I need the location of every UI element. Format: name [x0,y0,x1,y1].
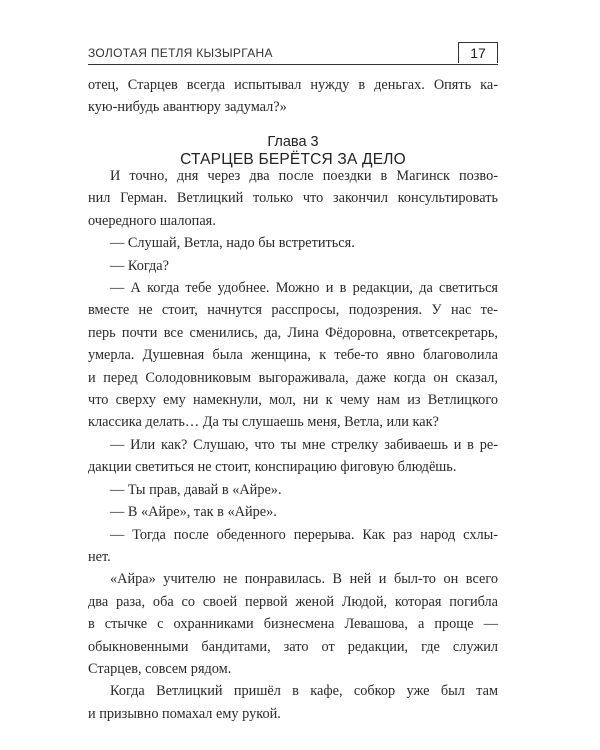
text-line: «Айра» учителю не понравилась. В ней и был-то он всего [110,571,498,588]
text-line: очередного шалопая. [88,212,216,229]
text-line: в стычке с охранниками бизнесмена Левашова, а проще — [88,616,498,633]
text-line: обыкновенными бандитами, зато от редакции, где служил [88,638,498,655]
text-line: нил Герман. Ветлицкий только что закончил консультировать [88,190,498,207]
text-line: кую-нибудь авантюру задумал?» [88,99,287,116]
text-line: — Тогда после обеденного перерыва. Как раз народ схлы- [110,526,498,543]
chapter-title: СТАРЦЕВ БЕРЁТСЯ ЗА ДЕЛО [180,151,406,168]
page-number: 17 [458,42,498,63]
text-line: отец, Старцев всегда испытывал нужду в деньгах. Опять ка- [88,77,498,93]
text-line: — Когда? [110,257,169,274]
text-line: нет. [88,548,111,565]
running-title: ЗОЛОТАЯ ПЕТЛЯ КЫЗЫРГАНА [88,46,273,60]
text-line: — Или как? Слушаю, что ты мне стрелку забиваешь и в ре- [110,436,498,453]
text-line: классика делать… Да ты слушаешь меня, Ветла, или как? [88,414,439,431]
text-line: что сверху ему намекнули, мол, ни к чему нам из Ветлицкого [88,392,498,409]
running-head [88,42,498,65]
lead-paragraph [88,74,498,119]
text-line: — Ты прав, давай в «Айре». [110,481,282,498]
text-line: И точно, дня через два после поездки в Магинск позво- [110,168,498,184]
text-line: — В «Айре», так в «Айре». [110,504,277,521]
chapter-body [88,165,498,725]
text-line: перь почти все сменились, да, Лина Фёдоровна, ответсекретарь, [88,324,498,341]
text-line: и призывно помахал ему рукой. [88,705,281,722]
text-line: умерла. Душевная была женщина, к тебе-то явно благоволила [88,347,498,364]
text-line: вместе не стоит, начнутся расспросы, подозрения. У нас те- [88,302,498,319]
chapter-label: Глава 3 [267,134,319,150]
text-line: — А когда тебе удобнее. Можно и в редакции, да светиться [110,280,498,297]
text-line: дакции светиться не стоит, конспирацию фиговую блюдёшь. [88,459,457,476]
text-line: — Слушай, Ветла, надо бы встретиться. [110,235,355,252]
text-line: два раза, оба со своей первой женой Людой, которая погибла [88,593,498,610]
text-line: Когда Ветлицкий пришёл в кафе, собкор уже был там [110,683,498,700]
text-line: и перед Солодовниковым выгораживала, даже когда он сказал, [88,369,498,386]
text-line: Старцев, совсем рядом. [88,660,232,677]
